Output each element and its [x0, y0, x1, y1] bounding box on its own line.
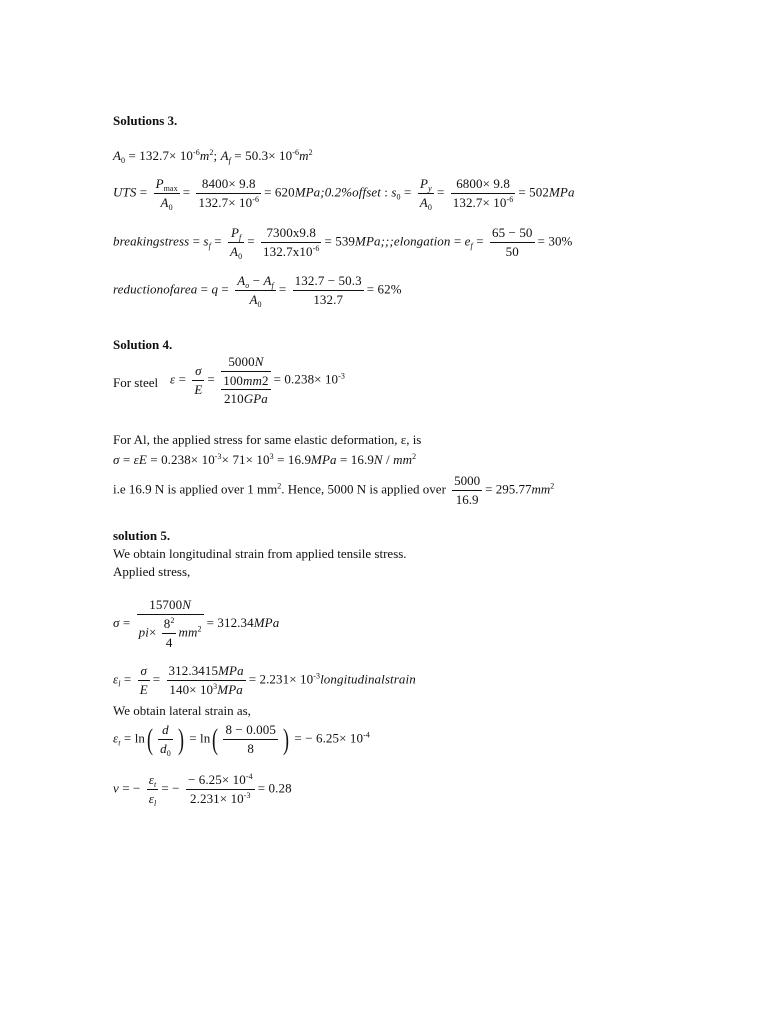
text-longitudinal-intro: We obtain longitudinal strain from applied tensile stress. — [113, 546, 407, 561]
eq-uts: UTS = $\frac{P_{max}}{A_0}$ = $\frac{8400\times 9.8}{132.7\times 10^{-6}}$ = 620MPa;0.2%offset : $s_0$ = $\frac{P_y}{A_0}$ = $\frac{6800\times 9.8}{132.7\times 10^{-6}}$ = 502MPa — [113, 176, 575, 212]
eq-breaking-stress: breakingstress = $s_f$ = $\frac{P_f}{A_0}$ = $\frac{7300x9.8}{132.7x10^{-6}}$ = 539MPa;;;elongation = $e_f$ = $\frac{65 - 50}{50}$ = 30% — [113, 225, 573, 261]
eq-applied-stress: σ = 15700N pi× $\frac{8^2}{4}$ $mm^2$ = 312.34MPa — [113, 597, 280, 650]
heading-solutions-3: Solutions 3. — [113, 113, 178, 128]
eq-given-areas: $A_0 = 132.7\times 10^{-6}m^2$; $A_f = 50.3\times 10^{-6}m^2$ — [113, 148, 313, 165]
eq-longitudinal-strain: $\varepsilon_l$ = $\frac{\sigma}{E}$ = $\frac{\text{312.3415MPa}}{140\times 10^3MPa}$ = $2.231\times 10^{-3}longitudinalstrain$ — [113, 663, 416, 697]
eq-sigma-al: $\sigma = \varepsilon E = 0.238\times 10^{-3}\times 71\times 10^3 = 16.9MPa = 16.9N / mm^2$ — [113, 452, 417, 467]
heading-solution-4: Solution 4. — [113, 337, 173, 352]
eq-poisson-ratio: ν = − $\frac{\varepsilon_t}{\varepsilon_l}$ = − $\frac{- 6.25\times 10^{-4}}{2.231\times 10^{-3}}$ = 0.28 — [113, 772, 292, 808]
heading-solution-5: solution 5. — [113, 528, 171, 543]
eq-lateral-strain: $\varepsilon_t = \ln$( $\frac{d}{d_0}$ ) = ln( $\frac{8 - 0.005}{8}$ ) = − $6.25\times 10^{-4}$ — [113, 722, 370, 758]
text-al-applied-stress: For Al, the applied stress for same elastic deformation, ε, is — [113, 432, 422, 447]
text-applied-stress: Applied stress, — [113, 564, 191, 579]
text-lateral-strain: We obtain lateral strain as, — [113, 703, 251, 718]
eq-area-applied: i.e 16.9 N is applied over 1 $mm^2$. Hence, 5000 N is applied over $\frac{5000}{16.9}$ = $295.77mm^2$ — [113, 473, 555, 507]
label-for-steel: For steel — [113, 375, 159, 390]
eq-steel-strain: ε = $\frac{\sigma}{E}$ = $\frac{\frac{5000N}{100mm2}}{\text{210GPa}}$ = $0.238\times 10^{-3}$ — [170, 354, 346, 406]
eq-reduction-of-area: reductionofarea = q = $\frac{A_o - A_f}{A_0}$ = $\frac{132.7 - 50.3}{132.7}$ = 62% — [113, 273, 402, 309]
